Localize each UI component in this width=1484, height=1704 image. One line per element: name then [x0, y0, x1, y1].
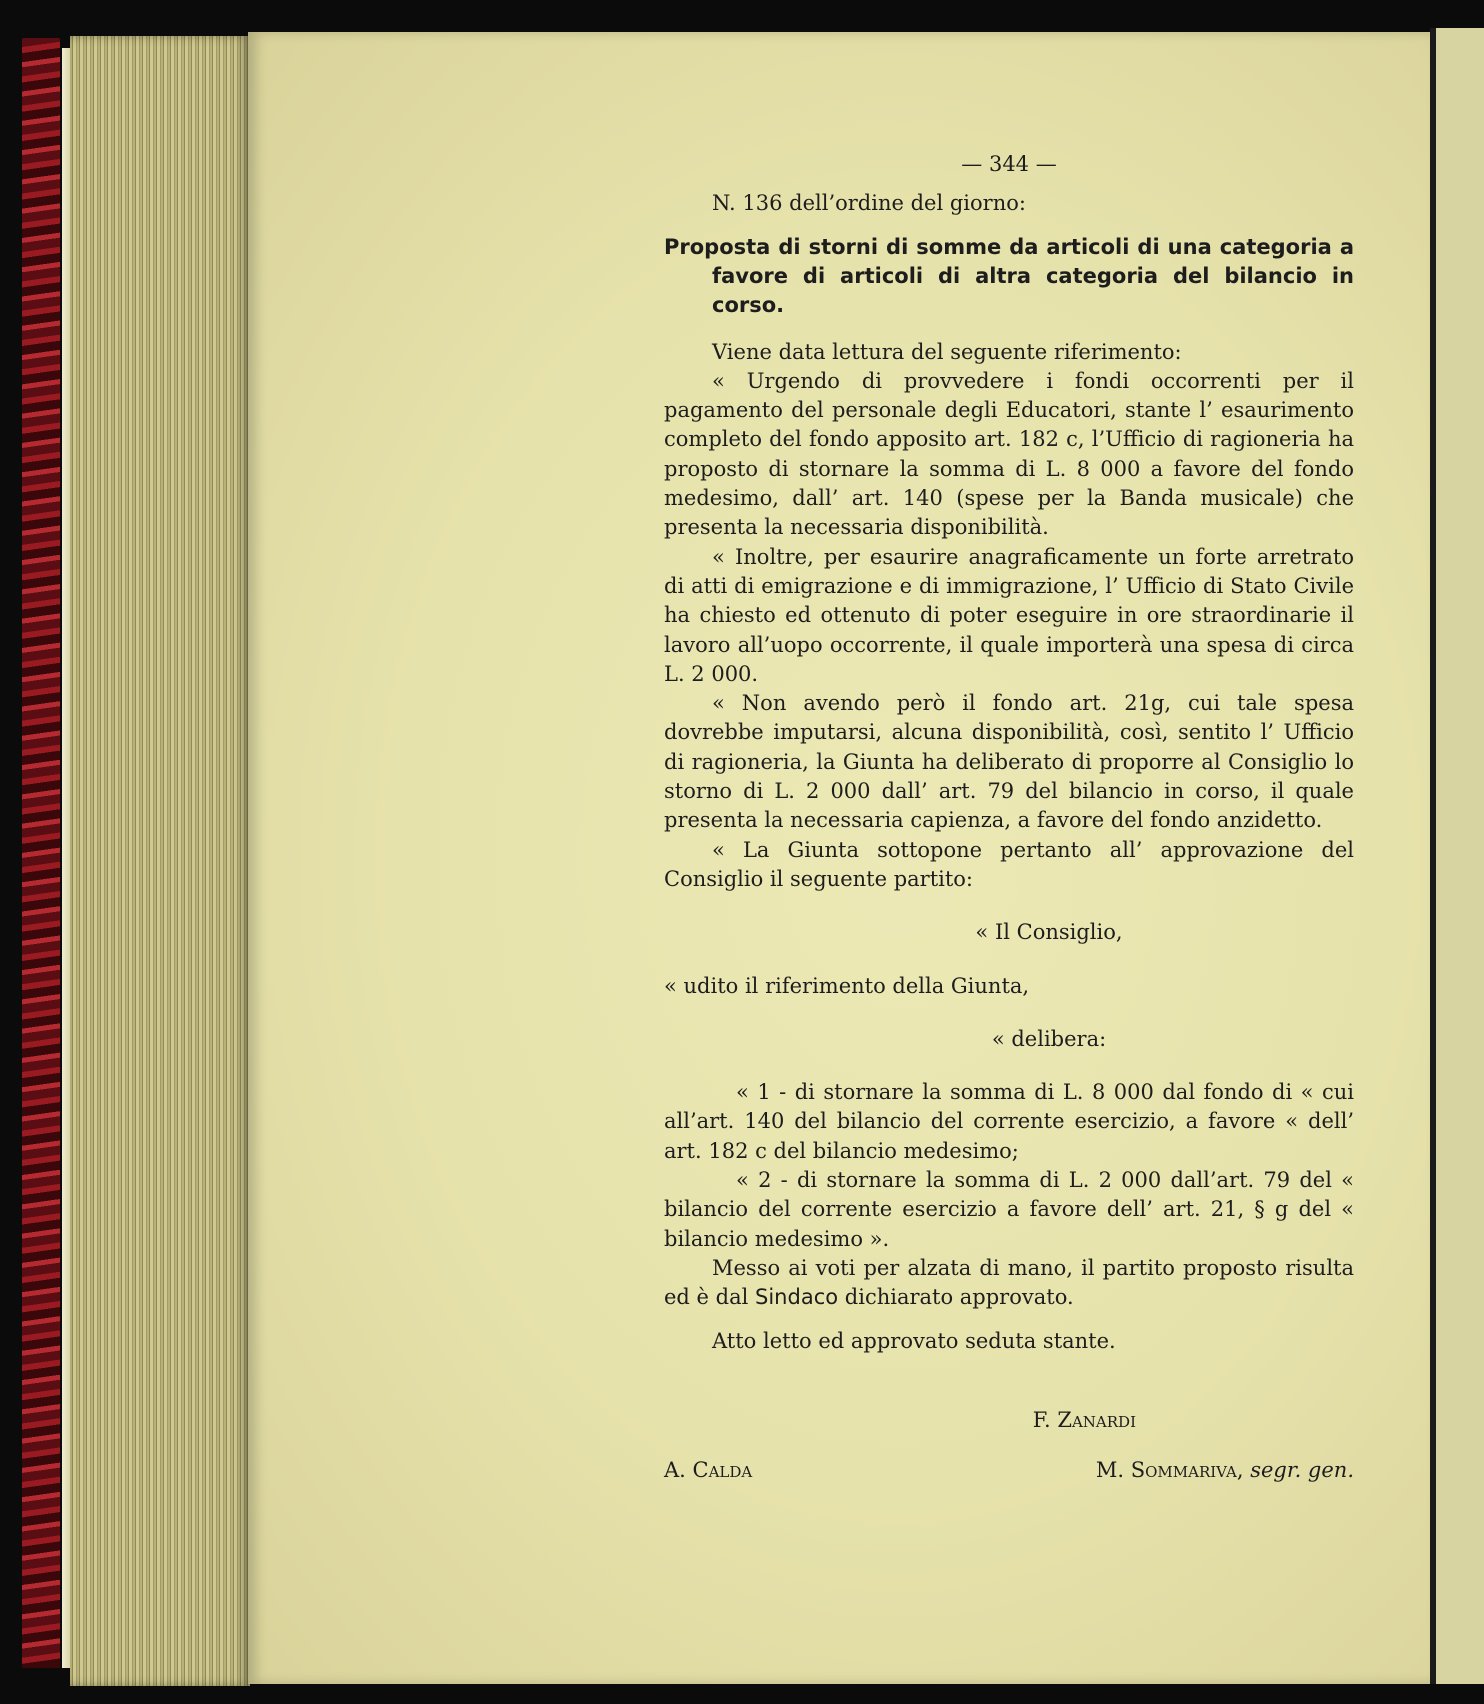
vote-paragraph	[664, 1254, 1354, 1313]
signature-row	[664, 1456, 1354, 1485]
paragraph-4: « La Giunta sottopone pertanto all’ approvazione del Consiglio il seguente partito:	[664, 837, 1354, 891]
page-text	[664, 150, 1354, 1485]
intro-line: Viene data lettura del seguente riferimento:	[712, 339, 1182, 364]
section-heading: Proposta di storni di somme da articoli di una categoria a favore di articoli di altra categoria del bilancio in corso.	[664, 234, 1354, 317]
book-page-edges	[70, 36, 250, 1686]
vote-text-end: dichiarato approvato.	[844, 1285, 1074, 1310]
agenda-item-line: N. 136 dell’ordine del giorno:	[712, 191, 1026, 216]
delibera-line: « delibera:	[991, 1026, 1107, 1051]
sindaco-word: Sindaco	[755, 1285, 839, 1310]
paragraph-3: « Non avendo però il fondo art. 21g, cui tale spesa dovrebbe imputarsi, alcuna disponibilità, così, sentito l’ Ufficio di ragioneria, la Giunta ha deliberato di proporre al Consiglio lo storno di L. 2 000 dall’ art. 79 del bilancio in corso, il quale presenta la necessaria capienza, a favore del fondo anzidetto.	[664, 691, 1354, 833]
paragraph-2: « Inoltre, per esaurire anagraficamente un forte arretrato di atti di emigrazione e di immigrazione, l’ Ufficio di Stato Civile ha chiesto ed ottenuto di poter eseguire in ore straordinarie il lavoro all’uopo occorrente, il quale importerà una spesa di circa L. 2 000.	[664, 544, 1354, 686]
vote-text-start: Messo ai voti per alzata di mano, il partito proposto risulta ed è dal	[664, 1255, 1354, 1310]
resolution-point-1: « 1 - di stornare la somma di L. 8 000 dal fondo di « cui all’art. 140 del bilancio del corrente esercizio, a favore « dell’ art. 182 c del bilancio medesimo;	[664, 1080, 1354, 1163]
paragraph-1: « Urgendo di provvedere i fondi occorrenti per il pagamento del personale degli Educatori, stante l’ esaurimento completo del fondo apposito art. 182 c, l’Ufficio di ragioneria ha proposto di stornare la somma di L. 8 000 a favore del fondo medesimo, dall’ art. 140 (spese per la Banda musicale) che presenta la necessaria disponibilità.	[664, 368, 1354, 540]
consiglio-line: « Il Consiglio,	[975, 920, 1123, 945]
sommariva-role: segr. gen.	[1250, 1458, 1354, 1483]
page-number: — 344 —	[961, 152, 1057, 176]
sommariva-name: M. Sommariva,	[1095, 1458, 1244, 1483]
book-spine	[22, 38, 60, 1668]
signature-sommariva	[1096, 1456, 1354, 1485]
atto-line: Atto letto ed approvato seduta stante.	[712, 1328, 1116, 1353]
signature-calda: A. Calda	[664, 1458, 753, 1483]
facing-page-edge	[1430, 28, 1484, 1684]
signature-zanardi: F. Zanardi	[1032, 1407, 1136, 1432]
udito-line: « udito il riferimento della Giunta,	[664, 973, 1030, 998]
resolution-point-2: « 2 - di stornare la somma di L. 2 000 dall’art. 79 del « bilancio del corrente esercizio a favore dell’ art. 21, § g del « bilancio medesimo ».	[664, 1168, 1354, 1251]
